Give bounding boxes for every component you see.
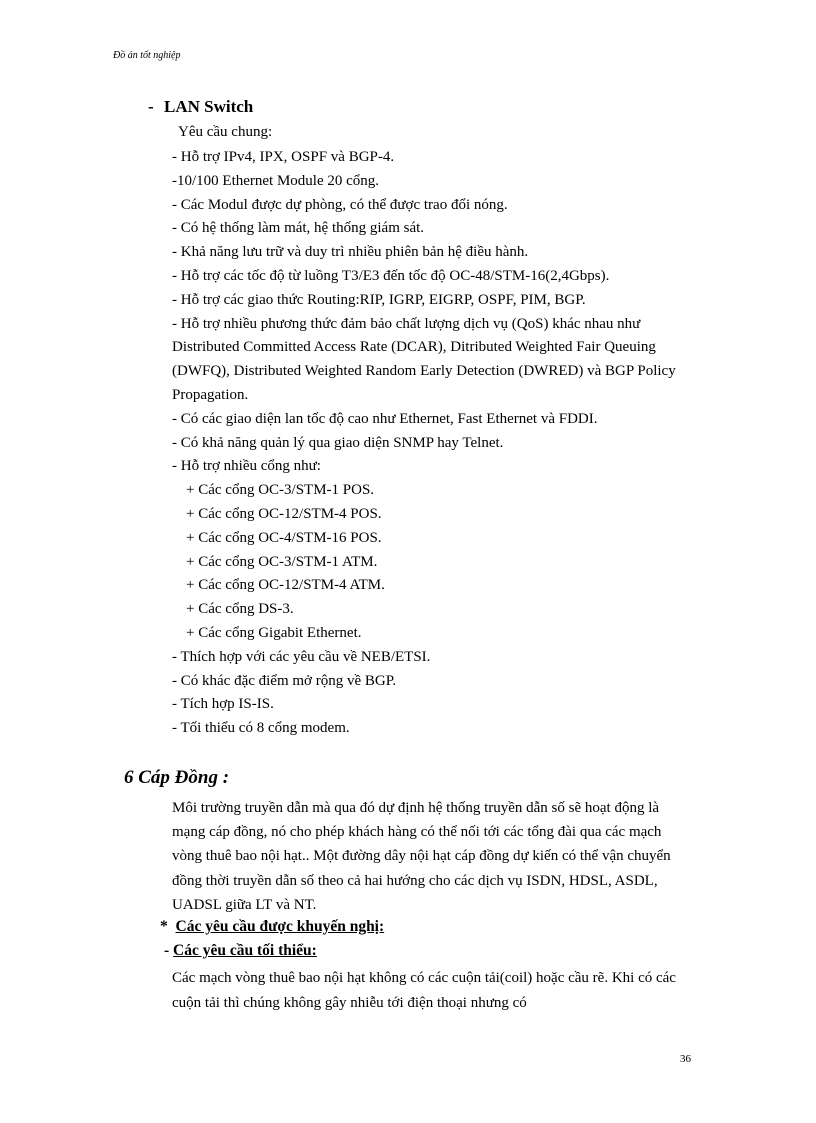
port-item: + Các cổng OC-4/STM-16 POS. [186,529,382,546]
list-item: - Có khác đặc điểm mở rộng về BGP. [172,672,397,689]
requirements-intro: Yêu cầu chung: [178,124,273,140]
copper-paragraph: Môi trường truyền dẫn mà qua đó dự định hệ thống truyền dẫn số sẽ hoạt động là mạng cáp đồng, nó cho phép khách hàng có thể nối tới các tổng đài qua các mạch vòng thuê bao nội hạt.. Một đường dây nội hạt cáp đồng dự kiến có thể vận chuyển đồng thời truyền dẫn số theo cả hai hướng cho các dịch vụ ISDN, HDSL, ASDL, UADSL giữa LT và NT. [172,800,671,913]
recommended-requirements-heading [160,918,384,936]
port-item: + Các cổng Gigabit Ethernet. [186,624,362,641]
list-item: - Tích hợp IS-IS. [172,696,274,713]
list-item-qos: - Hỗ trợ nhiều phương thức đảm bảo chất lượng dịch vụ (QoS) khác nhau như Distributed Committed Access Rate (DCAR), Ditributed Weighted Fair Queuing (DWFQ), Distributed Weighted Random Early Detection (DWRED) và BGP Policy Propagation. [172,315,676,403]
title-bullet: - [148,97,154,116]
rec-heading-text: Các yêu cầu được khuyến nghị: [175,918,385,935]
port-item: + Các cổng OC-12/STM-4 ATM. [186,577,385,594]
port-item: + Các cổng OC-3/STM-1 ATM. [186,553,378,570]
section-heading-copper-cable: 6 Cáp Đồng : [124,767,230,788]
list-item: - Có hệ thống làm mát, hệ thống giám sát. [172,220,425,237]
list-item: - Hỗ trợ các giao thức Routing:RIP, IGRP, EIGRP, OSPF, PIM, BGP. [172,291,586,308]
lan-switch-requirements-list [172,146,702,741]
port-item: + Các cổng OC-12/STM-4 POS. [186,505,382,522]
list-item: - Hỗ trợ các tốc độ từ luồng T3/E3 đến tốc độ OC-48/STM-16(2,4Gbps). [172,267,610,284]
rec-star: * [160,918,168,935]
list-item: - Hỗ trợ nhiều cổng như: [172,458,321,475]
section-title-lan-switch [148,97,253,117]
page-number: 36 [680,1053,691,1065]
list-item: - Khả năng lưu trữ và duy trì nhiều phiên bản hệ điều hành. [172,244,529,261]
minimum-requirements-paragraph: Các mạch vòng thuê bao nội hạt không có các cuộn tải(coil) hoặc cầu rẽ. Khi có các cuộn tải thì chúng không gây nhiễu tới điện thoại nhưng có [172,970,676,1011]
list-item: - Hỗ trợ IPv4, IPX, OSPF và BGP-4. [172,149,395,165]
list-item: - Thích hợp với các yêu cầu về NEB/ETSI. [172,648,431,665]
list-item: - Các Modul được dự phòng, có thể được trao đổi nóng. [172,196,508,213]
minimum-requirements-heading [164,942,317,960]
min-heading-text: Các yêu cầu tối thiểu: [173,942,317,959]
port-item: + Các cổng DS-3. [186,601,294,618]
min-dash: - [164,942,170,959]
section-title-text: LAN Switch [164,97,254,116]
list-item: -10/100 Ethernet Module 20 cổng. [172,172,380,189]
list-item: - Có các giao diện lan tốc độ cao như Ethernet, Fast Ethernet và FDDI. [172,410,598,427]
port-item: + Các cổng OC-3/STM-1 POS. [186,482,375,499]
list-item: - Có khả năng quản lý qua giao diện SNMP hay Telnet. [172,434,504,451]
list-item: - Tối thiểu có 8 cổng modem. [172,720,350,737]
page-header: Đồ án tốt nghiệp [113,50,181,61]
